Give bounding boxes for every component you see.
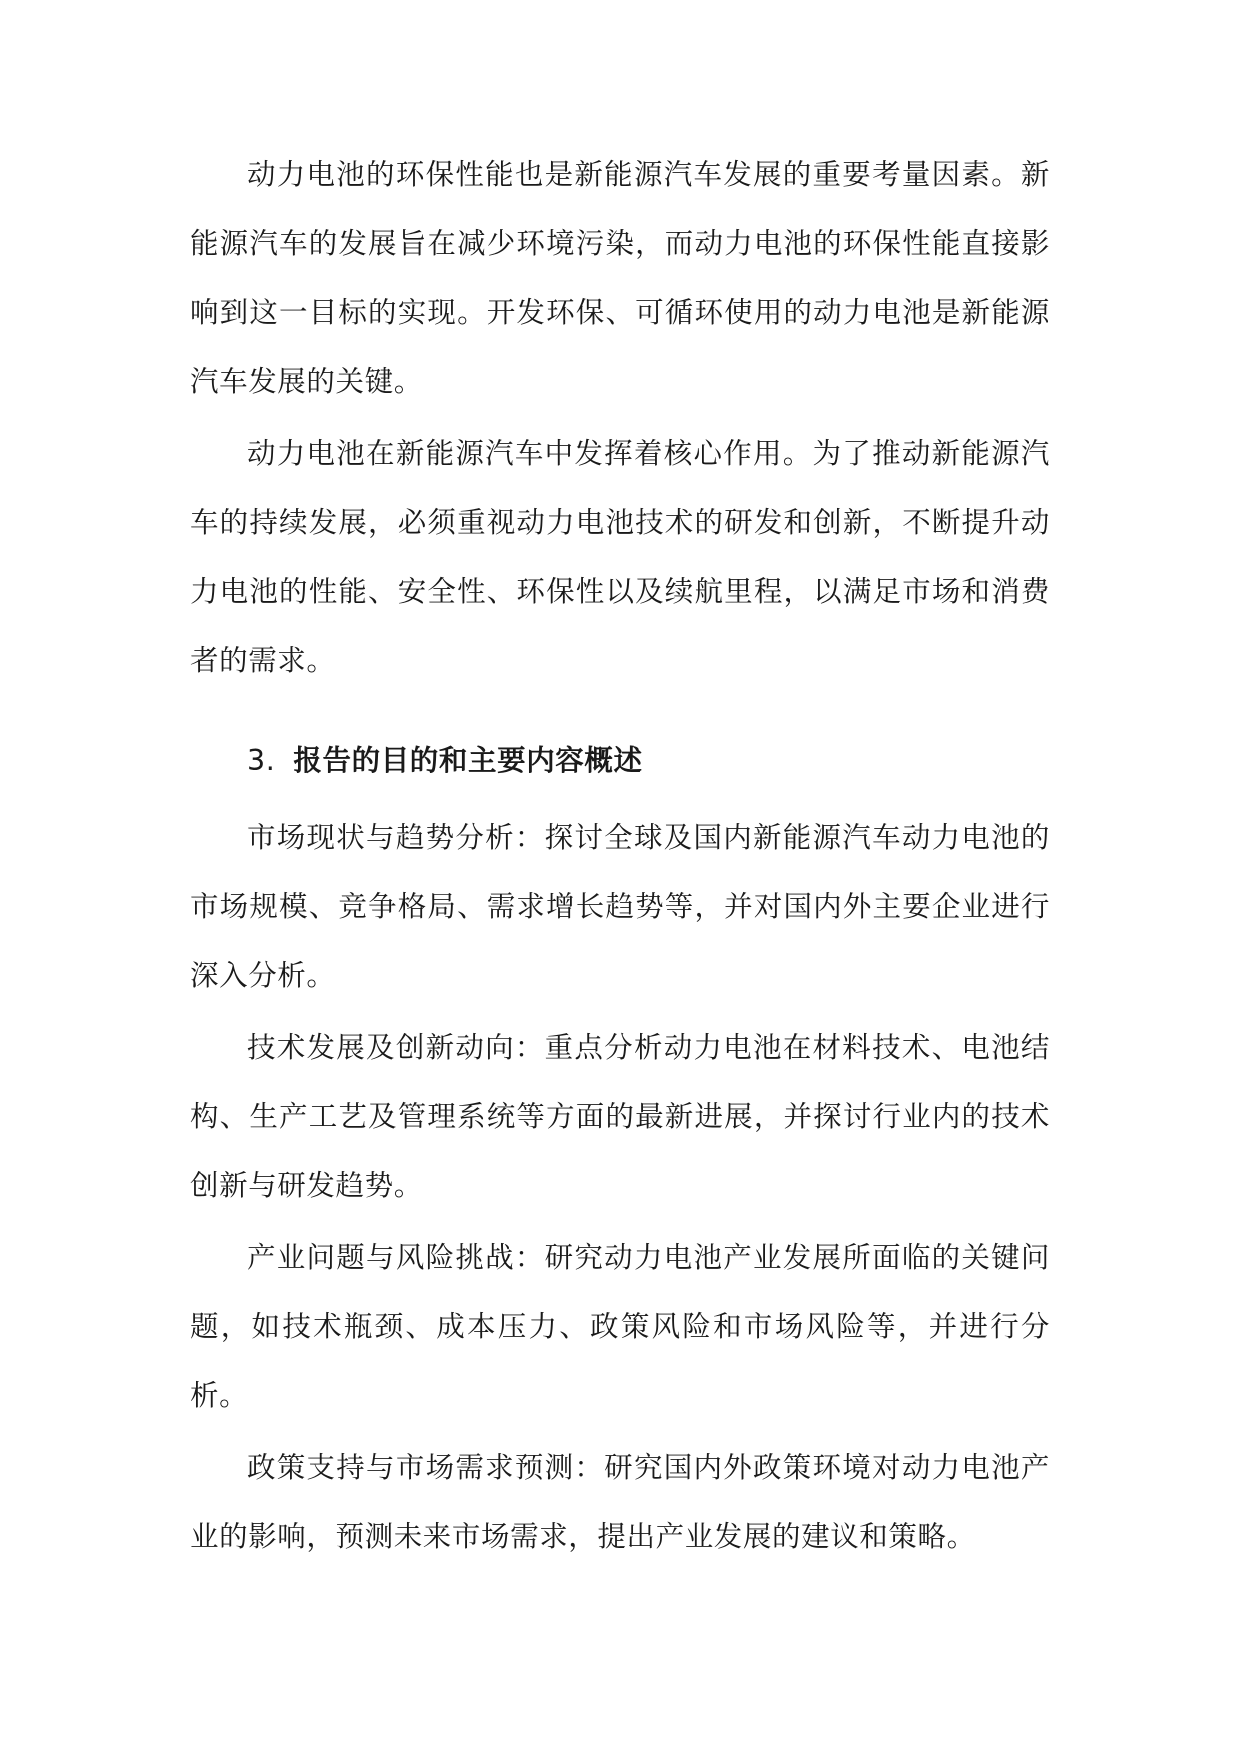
section-title: 报告的目的和主要内容概述 bbox=[293, 744, 643, 777]
paragraph-policy-forecast: 政策支持与市场需求预测：研究国内外政策环境对动力电池产业的影响，预测未来市场需求，提出产业发展的建议和策略。 bbox=[190, 1451, 1050, 1553]
document-page bbox=[190, 140, 1050, 1571]
paragraph-technology-trends: 技术发展及创新动向：重点分析动力电池在材料技术、电池结构、生产工艺及管理系统等方面的最新进展，并探讨行业内的技术创新与研发趋势。 bbox=[190, 1031, 1050, 1202]
section-heading bbox=[190, 737, 1050, 785]
paragraph-environmental-performance: 动力电池的环保性能也是新能源汽车发展的重要考量因素。新能源汽车的发展旨在减少环境污染，而动力电池的环保性能直接影响到这一目标的实现。开发环保、可循环使用的动力电池是新能源汽车发展的关键。 bbox=[190, 158, 1050, 398]
paragraph-core-role: 动力电池在新能源汽车中发挥着核心作用。为了推动新能源汽车的持续发展，必须重视动力电池技术的研发和创新，不断提升动力电池的性能、安全性、环保性以及续航里程，以满足市场和消费者的需求。 bbox=[190, 437, 1050, 677]
section-number: 3. bbox=[247, 744, 276, 777]
paragraph-market-analysis: 市场现状与趋势分析：探讨全球及国内新能源汽车动力电池的市场规模、竞争格局、需求增长趋势等，并对国内外主要企业进行深入分析。 bbox=[190, 821, 1050, 992]
paragraph-industry-risks: 产业问题与风险挑战：研究动力电池产业发展所面临的关键问题，如技术瓶颈、成本压力、政策风险和市场风险等，并进行分析。 bbox=[190, 1241, 1050, 1412]
